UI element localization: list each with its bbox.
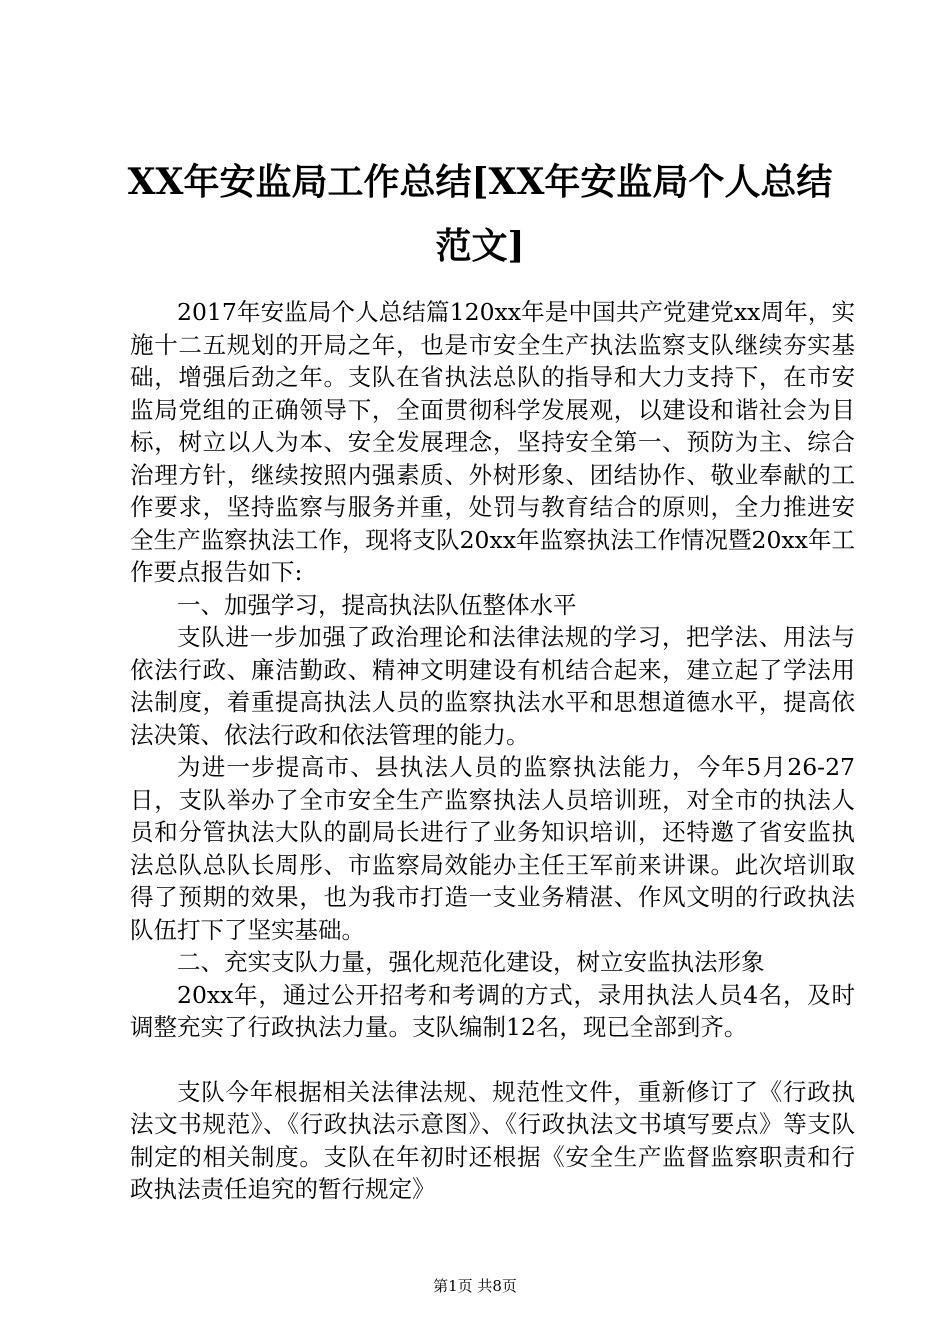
paragraph-staffing: 20xx年，通过公开招考和考调的方式，录用执法人员4名，及时调整充实了行政执法力量。支队编制12名，现已全部到齐。 — [130, 980, 855, 1041]
page-footer: 第1页 共8页 — [433, 1277, 517, 1295]
section-heading-2: 二、充实支队力量，强化规范化建设，树立安监执法形象 — [177, 948, 765, 976]
document-title: XX年安监局工作总结[XX年安监局个人总结范文] — [127, 161, 833, 267]
document-body — [130, 296, 855, 1206]
section-heading-1: 一、加强学习，提高执法队伍整体水平 — [177, 590, 577, 619]
paragraph-training: 为进一步提高市、县执法人员的监察执法能力，今年5月26-27日，支队举办了全市安全生产监察执法人员培训班，对全市的执法人员和分管执法大队的副局长进行了业务知识培训，还特邀了省安监执法总队总队长周彤、市监察局效能办主任王军前来讲课。此次培训取得了预期的效果，也为我市打造一支业务精湛、作风文明的行政执法队伍打下了坚实基础。 — [130, 753, 855, 944]
paragraph-study: 支队进一步加强了政治理论和法律法规的学习，把学法、用法与依法行政、廉洁勤政、精神文明建设有机结合起来，建立起了学法用法制度，着重提高执法人员的监察执法水平和思想道德水平，提高依法决策、依法行政和依法管理的能力。 — [130, 623, 855, 749]
paragraph-intro: 2017年安监局个人总结篇120xx年是中国共产党建党xx周年，实施十二五规划的开局之年，也是市安全生产执法监察支队继续夯实基础，增强后劲之年。支队在省执法总队的指导和大力支持下，在市安监局党组的正确领导下，全面贯彻科学发展观，以建设和谐社会为目标，树立以人为本、安全发展理念，坚持安全第一、预防为主、综合治理方针，继续按照内强素质、外树形象、团结协作、敬业奉献的工作要求，坚持监察与服务并重，处罚与教育结合的原则，全力推进安全生产监察执法工作，现将支队20xx年监察执法工作情况暨20xx年工作要点报告如下: — [130, 298, 855, 586]
paragraph-regulations: 支队今年根据相关法律法规、规范性文件，重新修订了《行政执法文书规范》、《行政执法示意图》、《行政执法文书填写要点》等支队制定的相关制度。支队在年初时还根据《安全生产监督监察职责和行政执法责任追究的暂行规定》 — [130, 1077, 855, 1203]
